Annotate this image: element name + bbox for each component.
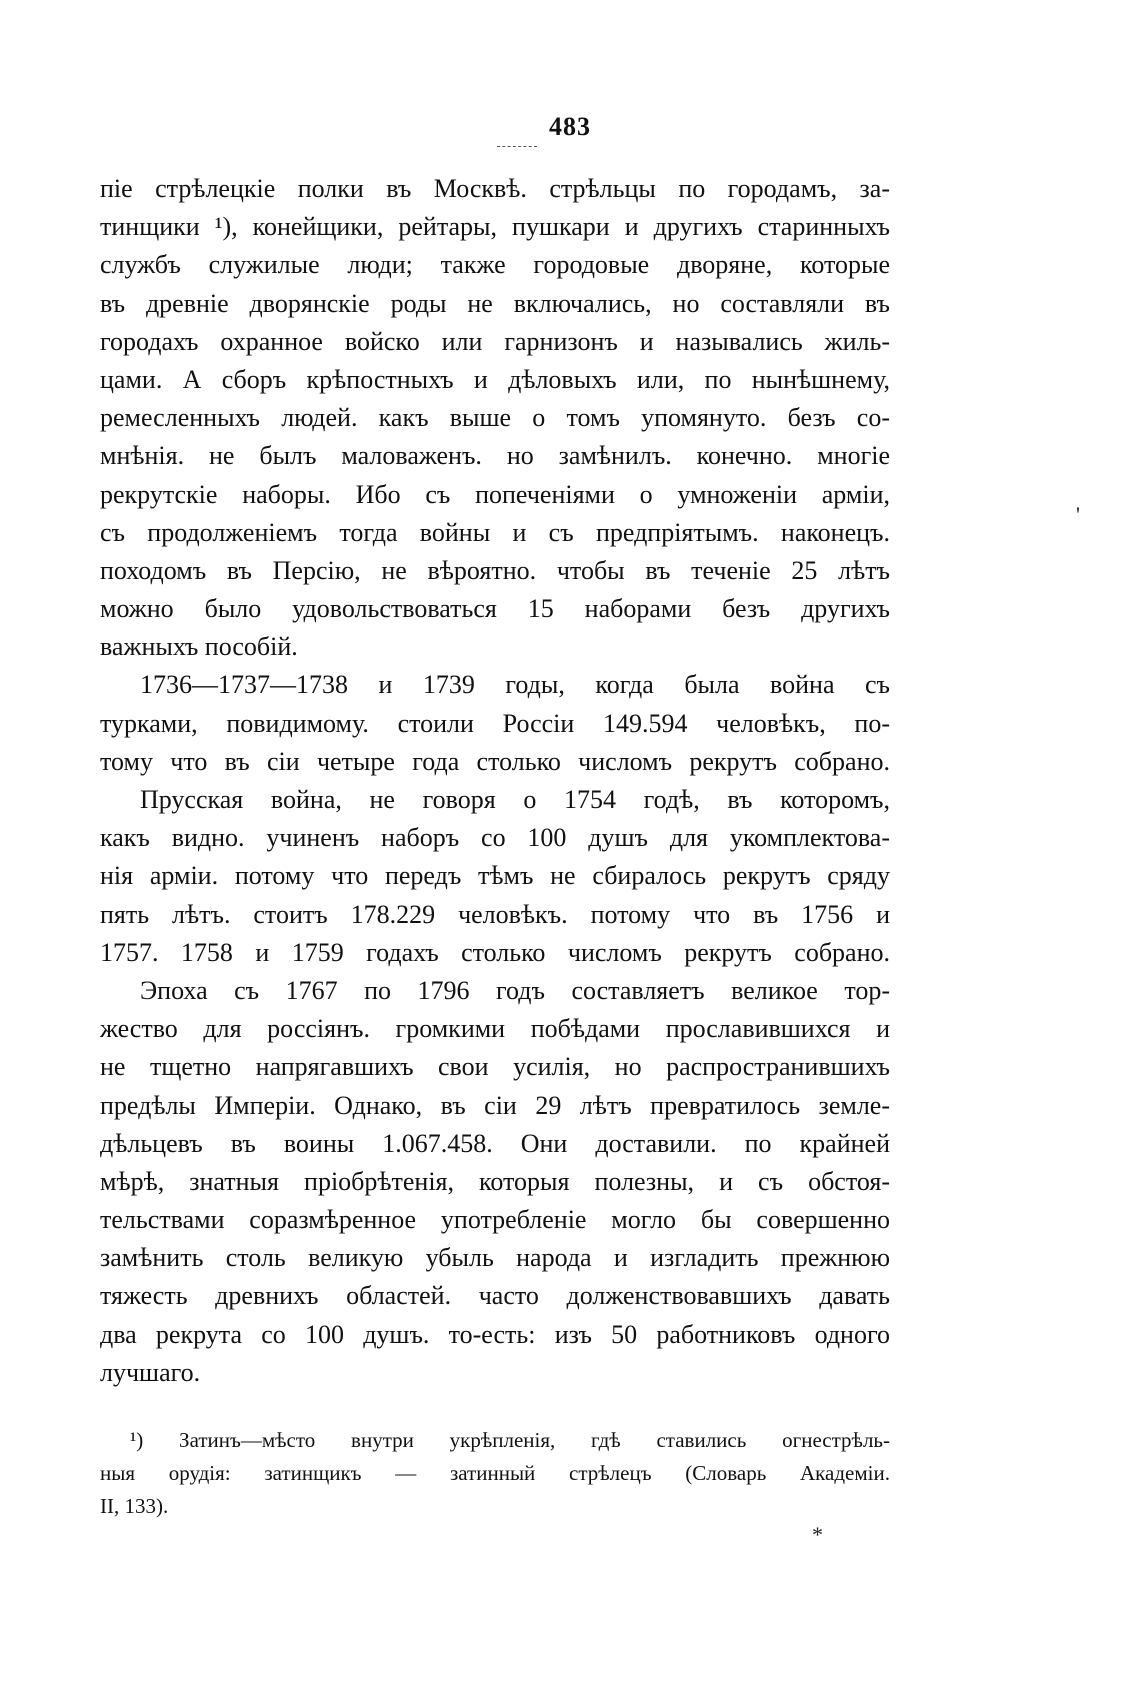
- text-line: два рекрута со 100 душъ. то-есть: изъ 50 работниковъ одного: [100, 1319, 890, 1349]
- text-line: турками, повидимому. стоили Россіи 149.594 человѣкъ, по-: [100, 708, 890, 738]
- text-line: цами. А сборъ крѣпостныхъ и дѣловыхъ или, по нынѣшнему,: [100, 364, 890, 394]
- text-line: пять лѣтъ. стоитъ 178.229 человѣкъ. потому что въ 1756 и: [100, 899, 890, 929]
- text-line: замѣнить столь великую убыль народа и изгладить прежнюю: [100, 1243, 890, 1273]
- page-number: 483: [549, 112, 591, 141]
- text-line: въ древніе дворянскіе роды не включались, но составляли въ: [100, 288, 890, 318]
- text-line: тому что въ сіи четыре года столько числомъ рекрутъ собрано.: [100, 746, 890, 776]
- text-line: Прусская война, не говоря о 1754 годѣ, въ которомъ,: [140, 785, 890, 814]
- text-line: не тщетно напрягавшихъ свои усилія, но распространившихъ: [100, 1052, 890, 1082]
- main-text: [100, 170, 890, 1392]
- text-line: жество для россіянъ. громкими побѣдами прославившихся и: [100, 1014, 890, 1044]
- page-number-rule: [497, 146, 537, 147]
- text-line: можно было удовольствоваться 15 наборами безъ другихъ: [100, 594, 890, 624]
- text-line: предѣлы Имперіи. Однако, въ сіи 29 лѣтъ превратилось земле-: [100, 1090, 890, 1120]
- text-line: какъ видно. учиненъ наборъ со 100 душъ для укомплектова-: [100, 823, 890, 853]
- text-line: важныхъ пособій.: [100, 632, 298, 662]
- text-line: дѣльцевъ въ воины 1.067.458. Они доставили. по крайней: [100, 1128, 890, 1158]
- stray-mark: *: [812, 1522, 823, 1547]
- text-line: тельствами соразмѣренное употребленіе могло бы совершенно: [100, 1205, 890, 1235]
- footnote-line: ныя орудія: затинщикъ — затинный стрѣлецъ (Словарь Академіи.: [100, 1461, 890, 1485]
- text-line: лучшаго.: [100, 1357, 201, 1387]
- text-line: ремесленныхъ людей. какъ выше о томъ упомянуто. безъ со-: [100, 403, 890, 433]
- stray-mark: ': [1076, 502, 1080, 527]
- footnote-line: II, 133).: [100, 1494, 169, 1518]
- text-line: тинщики ¹), конейщики, рейтары, пушкари и другихъ старинныхъ: [100, 212, 890, 242]
- text-line: службъ служилые люди; также городовые дворяне, которые: [100, 250, 890, 280]
- footnote-line: ¹) Затинъ—мѣсто внутри укрѣпленія, гдѣ ставились огнестрѣль-: [130, 1428, 890, 1452]
- text-line: мнѣнія. не былъ маловаженъ. но замѣнилъ. конечно. многіе: [100, 441, 890, 471]
- footnote: [100, 1424, 890, 1523]
- text-line: рекрутскіе наборы. Ибо съ попеченіями о умноженіи арміи,: [100, 479, 890, 509]
- text-line: 1757. 1758 и 1759 годахъ столько числомъ рекрутъ собрано.: [100, 937, 890, 967]
- text-line: мѣрѣ, знатныя пріобрѣтенія, которыя полезны, и съ обстоя-: [100, 1166, 890, 1196]
- text-line: нія арміи. потому что передъ тѣмъ не сбиралось рекрутъ сряду: [100, 861, 890, 891]
- text-line: съ продолженіемъ тогда войны и съ предпріятымъ. наконецъ.: [100, 517, 890, 547]
- text-line: 1736—1737—1738 и 1739 годы, когда была война съ: [140, 670, 890, 700]
- text-line: городахъ охранное войско или гарнизонъ и назывались жиль-: [100, 326, 890, 356]
- text-line: піе стрѣлецкіе полки въ Москвѣ. стрѣльцы по городамъ, за-: [100, 174, 890, 203]
- text-line: Эпоха съ 1767 по 1796 годъ составляетъ великое тор-: [140, 975, 890, 1005]
- text-line: походомъ въ Персію, не вѣроятно. чтобы въ теченіе 25 лѣтъ: [100, 555, 890, 585]
- text-line: тяжесть древнихъ областей. часто долженствовавшихъ давать: [100, 1281, 890, 1311]
